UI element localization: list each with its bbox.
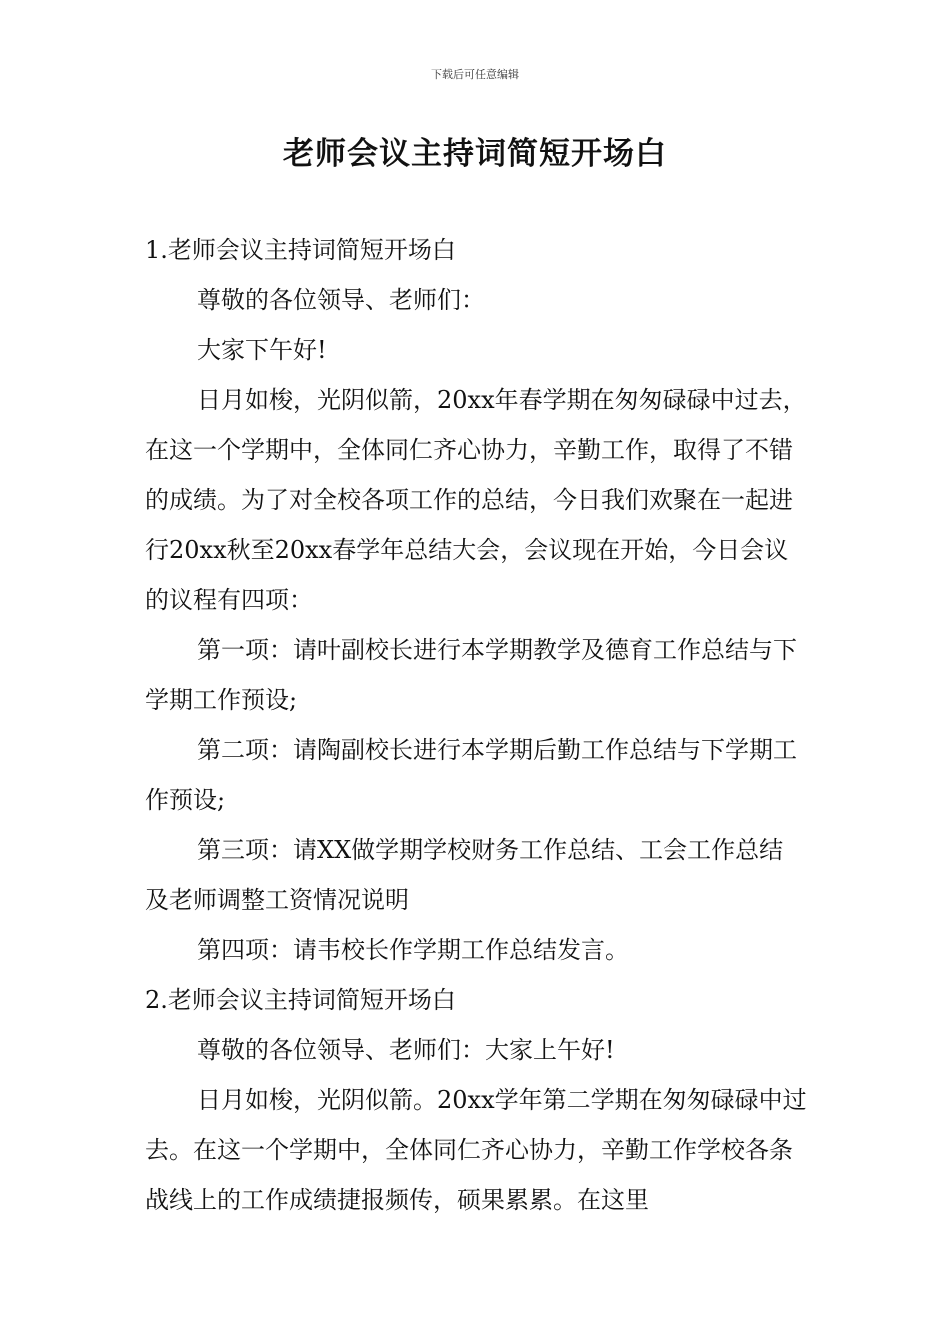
agenda-item-3: 第三项：请XX做学期学校财务工作总结、工会工作总结及老师调整工资情况说明 <box>145 836 784 914</box>
document-title: 老师会议主持词简短开场白 <box>283 136 667 172</box>
agenda-item-2: 第二项：请陶副校长进行本学期后勤工作总结与下学期工作预设; <box>145 736 797 814</box>
greeting: 大家下午好! <box>197 336 327 364</box>
document-body <box>145 225 807 1225</box>
section-heading-1: 1.老师会议主持词简短开场白 <box>145 236 456 264</box>
header-note: 下载后可任意编辑 <box>431 68 519 81</box>
body-paragraph: 日月如梭，光阴似箭，20xx年春学期在匆匆碌碌中过去，在这一个学期中，全体同仁齐心协力，辛勤工作，取得了不错的成绩。为了对全校各项工作的总结，今日我们欢聚在一起进行20xx秋至20xx春学年总结大会，会议现在开始，今日会议的议程有四项： <box>145 386 807 614</box>
agenda-item-1: 第一项：请叶副校长进行本学期教学及德育工作总结与下学期工作预设; <box>145 636 797 714</box>
salutation: 尊敬的各位领导、老师们： <box>197 286 485 314</box>
salutation-greeting: 尊敬的各位领导、老师们：大家上午好! <box>197 1036 615 1064</box>
body-paragraph: 日月如梭，光阴似箭。20xx学年第二学期在匆匆碌碌中过去。在这一个学期中，全体同仁齐心协力，辛勤工作学校各条战线上的工作成绩捷报频传，硕果累累。在这里 <box>145 1086 807 1214</box>
agenda-item-4: 第四项：请韦校长作学期工作总结发言。 <box>197 936 629 964</box>
section-heading-2: 2.老师会议主持词简短开场白 <box>145 986 456 1014</box>
